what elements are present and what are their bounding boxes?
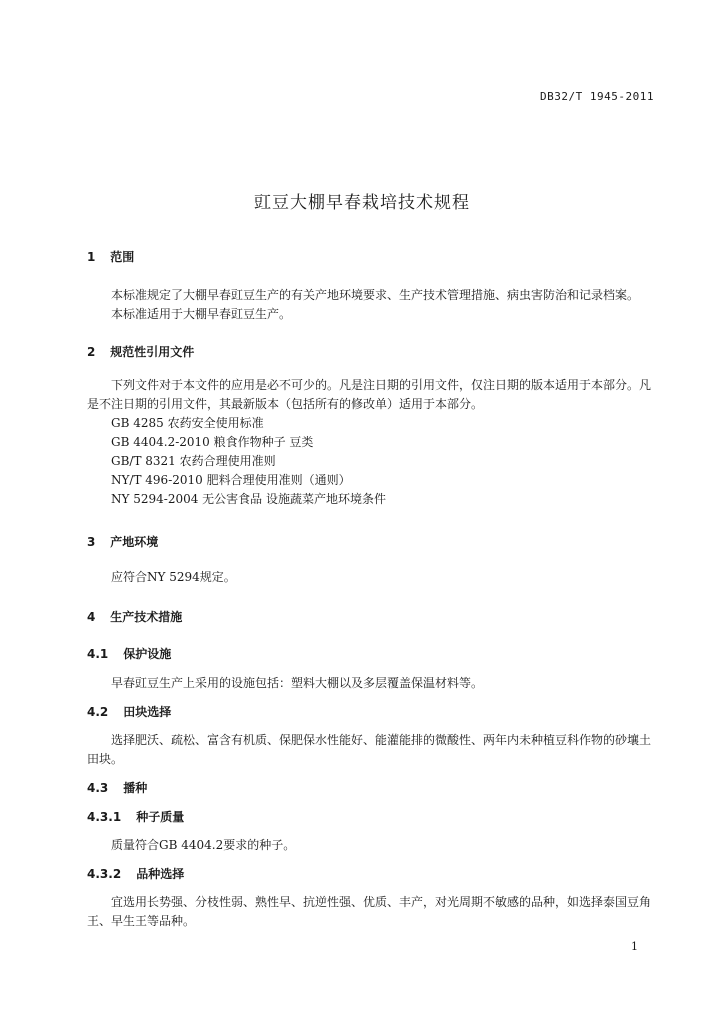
- section-title: 田块选择: [123, 705, 172, 719]
- reference-item: GB 4285 农药安全使用标准: [111, 416, 264, 430]
- section-4: [87, 608, 658, 627]
- section-heading: [87, 808, 658, 827]
- section-4-3-1-body: [87, 836, 658, 855]
- section-heading: [87, 608, 658, 627]
- section-number: 1: [87, 250, 96, 264]
- section-number: 2: [87, 345, 96, 359]
- page-number: 1: [631, 940, 638, 953]
- section-number: 4.3.2: [87, 867, 122, 881]
- section-4-3-2-body: [87, 893, 658, 931]
- section-title: 范围: [110, 250, 135, 264]
- section-heading: [87, 645, 658, 664]
- section-4-3-1: [87, 808, 658, 827]
- reference-list: [87, 414, 658, 509]
- reference-item: NY/T 496-2010 肥料合理使用准则（通则）: [111, 473, 351, 487]
- paragraph: 选择肥沃、疏松、富含有机质、保肥保水性能好、能灌能排的微酸性、两年内未种植豆科作物的砂壤土田块。: [87, 733, 652, 766]
- section-2: [87, 343, 658, 362]
- section-heading: [87, 779, 658, 798]
- section-title: 播种: [123, 781, 148, 795]
- section-number: 3: [87, 535, 96, 549]
- section-heading: [87, 533, 658, 552]
- paragraph: 质量符合GB 4404.2要求的种子。: [111, 838, 296, 852]
- section-number: 4.1: [87, 647, 109, 661]
- paragraph: 早春豇豆生产上采用的设施包括：塑料大棚以及多层覆盖保温材料等。: [111, 676, 484, 690]
- reference-item: GB/T 8321 农药合理使用准则: [111, 454, 276, 468]
- section-1: [87, 248, 658, 267]
- section-2-body: [87, 376, 658, 509]
- section-heading: [87, 248, 658, 267]
- section-number: 4.2: [87, 705, 109, 719]
- section-4-2: [87, 703, 658, 722]
- section-title: 品种选择: [136, 867, 185, 881]
- paragraph: 应符合NY 5294规定。: [111, 570, 236, 584]
- paragraph: 宜选用长势强、分枝性弱、熟性早、抗逆性强、优质、丰产，对光周期不敏感的品种，如选择泰国豆角王、早生王等品种。: [87, 895, 652, 928]
- paragraph: 本标准规定了大棚早春豇豆生产的有关产地环境要求、生产技术管理措施、病虫害防治和记录档案。: [111, 288, 640, 302]
- section-heading: [87, 343, 658, 362]
- document-title: 豇豆大棚早春栽培技术规程: [254, 193, 470, 213]
- section-1-body: [87, 286, 658, 324]
- section-4-1: [87, 645, 658, 664]
- section-3: [87, 533, 658, 552]
- paragraph: 下列文件对于本文件的应用是必不可少的。凡是注日期的引用文件，仅注日期的版本适用于本部分。凡是不注日期的引用文件，其最新版本（包括所有的修改单）适用于本部分。: [87, 378, 652, 411]
- section-4-2-body: [87, 731, 658, 769]
- section-title: 产地环境: [110, 535, 159, 549]
- section-4-3: [87, 779, 658, 798]
- section-title: 生产技术措施: [110, 610, 183, 624]
- section-title: 规范性引用文件: [110, 345, 195, 359]
- section-number: 4: [87, 610, 96, 624]
- section-title: 保护设施: [123, 647, 172, 661]
- section-number: 4.3.1: [87, 810, 122, 824]
- section-heading: [87, 865, 658, 884]
- document-code: DB32/T 1945-2011: [540, 90, 654, 103]
- section-heading: [87, 703, 658, 722]
- section-title: 种子质量: [136, 810, 185, 824]
- section-3-body: [87, 568, 658, 587]
- paragraph: 本标准适用于大棚早春豇豆生产。: [111, 307, 292, 321]
- section-4-1-body: [87, 674, 658, 693]
- section-4-3-2: [87, 865, 658, 884]
- reference-item: NY 5294-2004 无公害食品 设施蔬菜产地环境条件: [111, 492, 386, 506]
- reference-item: GB 4404.2-2010 粮食作物种子 豆类: [111, 435, 314, 449]
- section-number: 4.3: [87, 781, 109, 795]
